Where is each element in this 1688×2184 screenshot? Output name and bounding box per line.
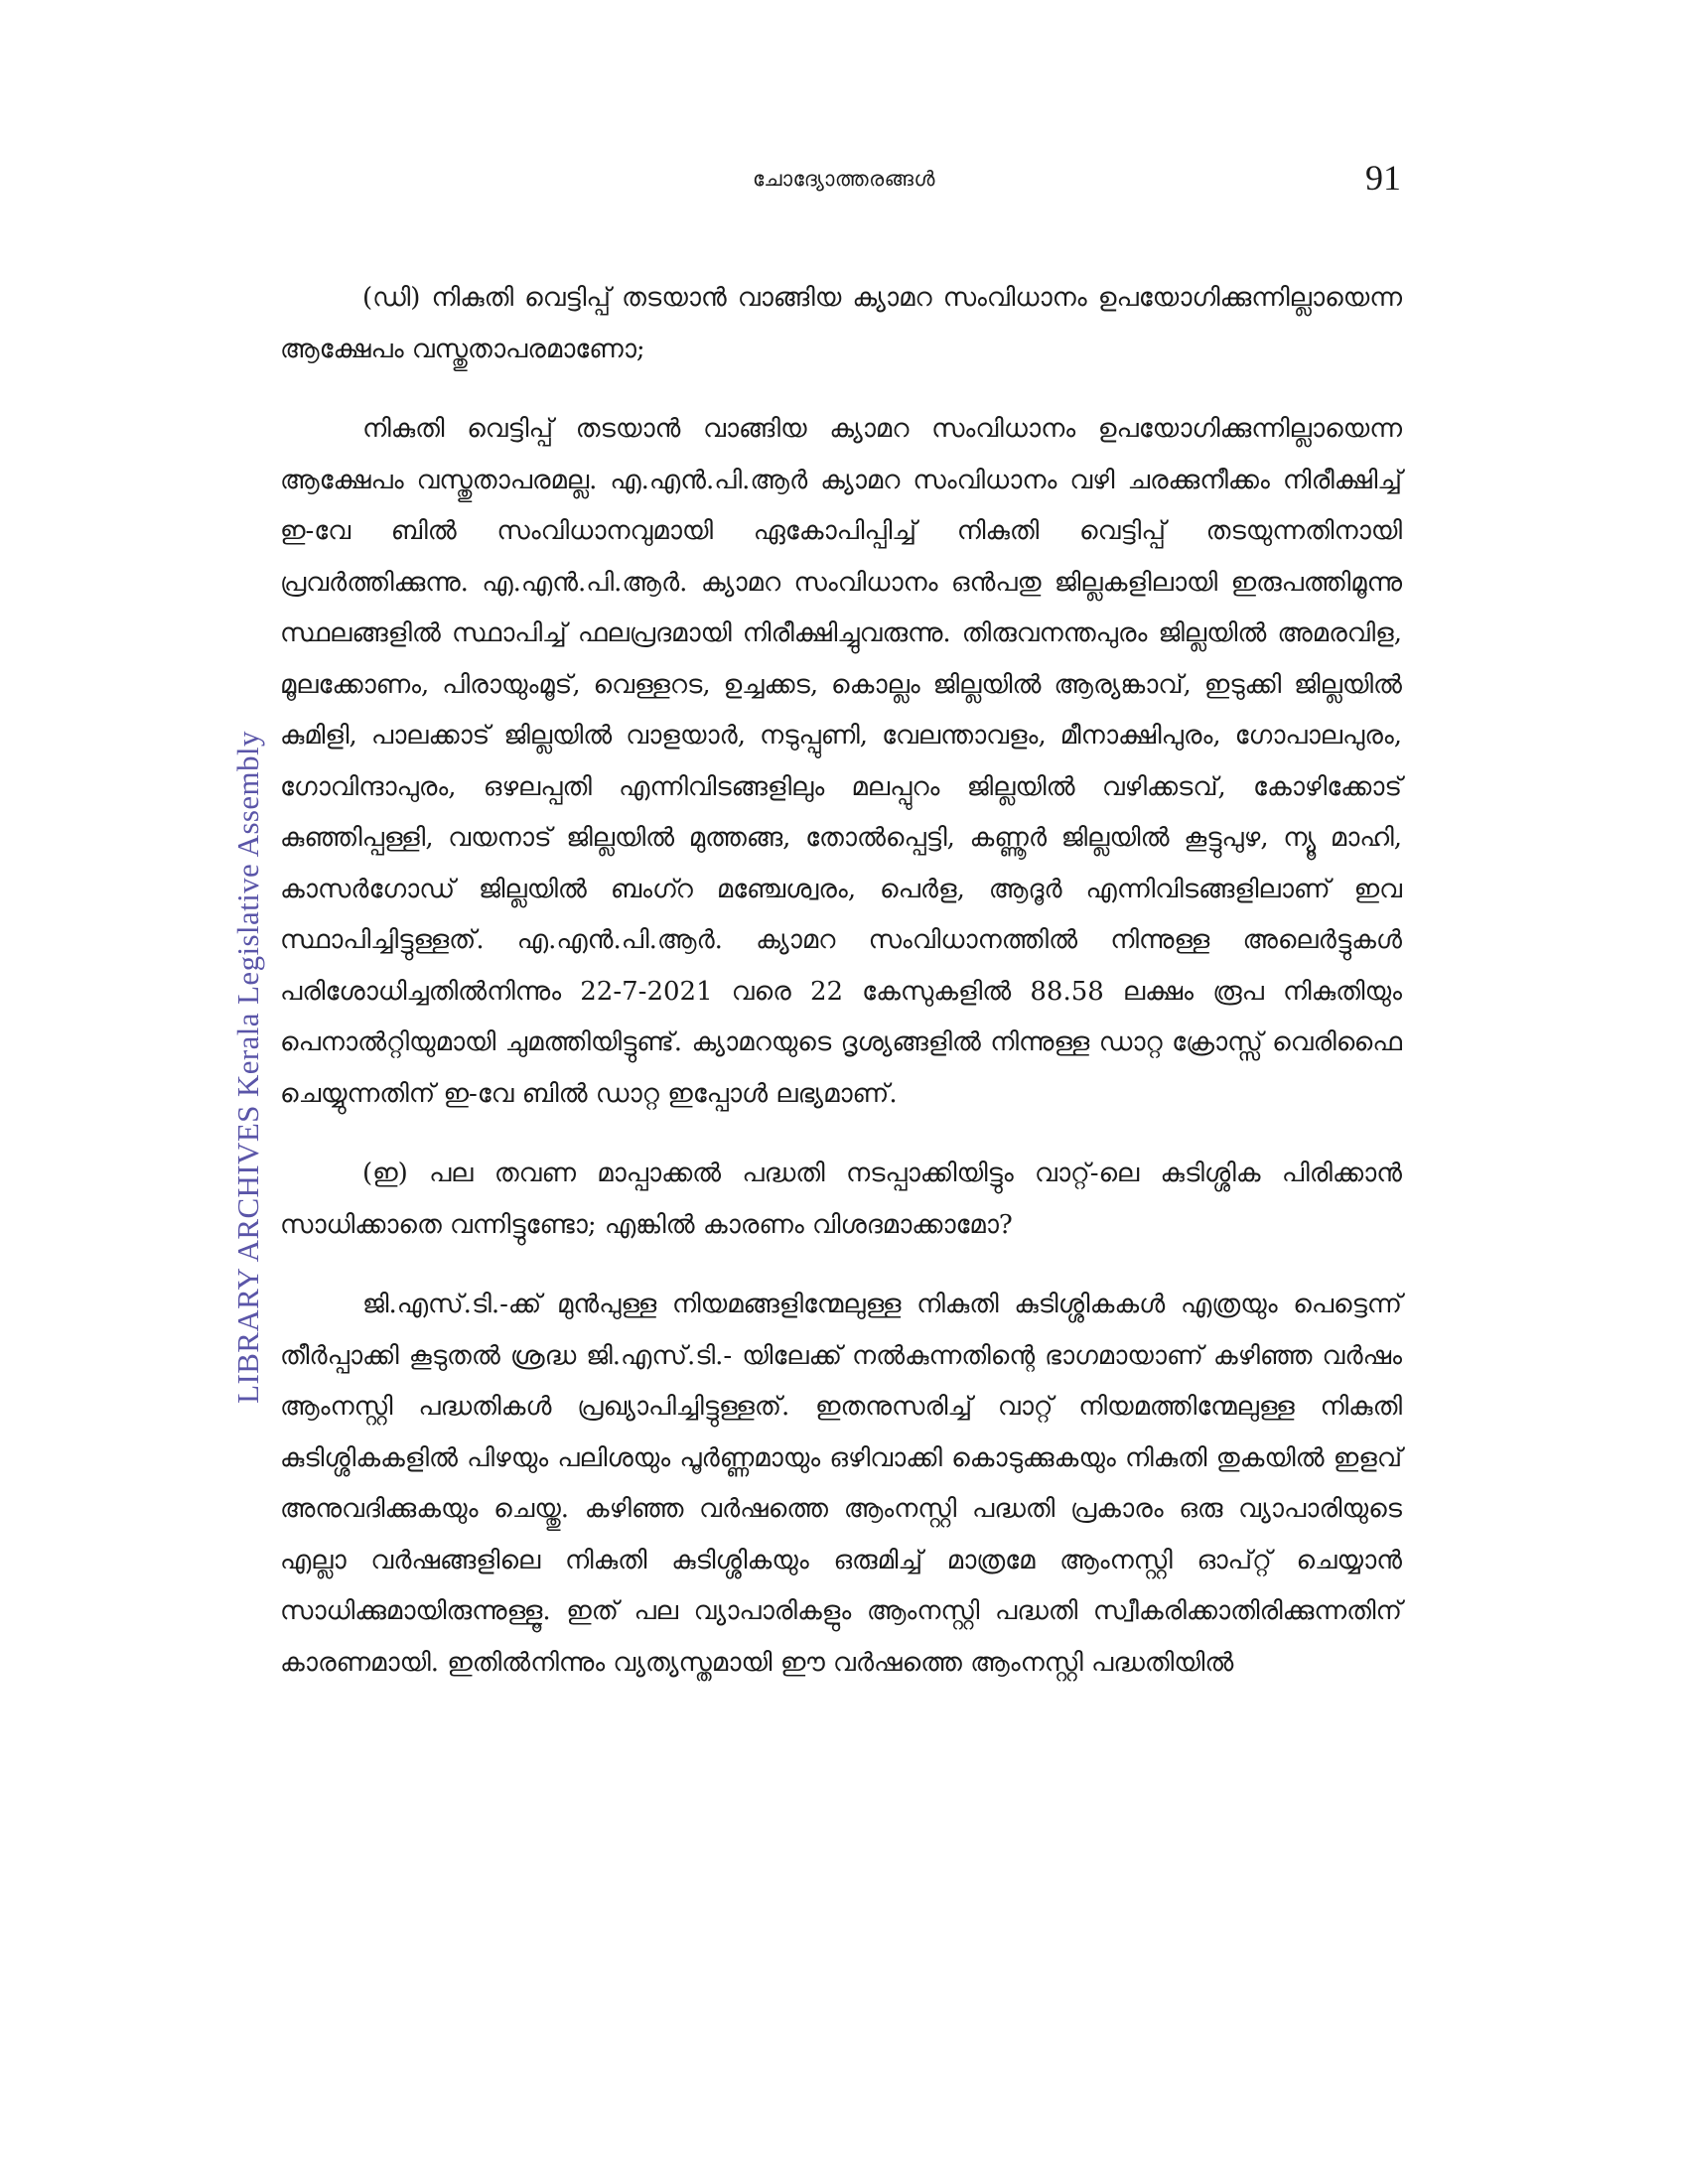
question-d: (ഡി) നികുതി വെട്ടിപ്പ് തടയാൻ വാങ്ങിയ ക്യാമറ സംവിധാനം ഉപയോഗിക്കുന്നില്ലായെന്ന ആക്ഷേപം വസ്തുതാപരമാണോ; xyxy=(280,283,1402,364)
page-number: 91 xyxy=(1365,158,1401,198)
answer-d: നികുതി വെട്ടിപ്പ് തടയാൻ വാങ്ങിയ ക്യാമറ സംവിധാനം ഉപയോഗിക്കുന്നില്ലായെന്ന ആക്ഷേപം വസ്തുതാപരമല്ല. എ.എൻ.പി.ആർ ക്യാമറ സംവിധാനം വഴി ചരക്കുനീക്കം നിരീക്ഷിച്ച് ഇ-വേ ബിൽ സംവിധാനവുമായി ഏകോപിപ്പിച്ച് നികുതി വെട്ടിപ്പ് തടയുന്നതിനായി പ്രവർത്തിക്കുന്നു. എ.എൻ.പി.ആർ. ക്യാമറ സംവിധാനം ഒൻപതു ജില്ലകളിലായി ഇരുപത്തിമൂന്നു സ്ഥലങ്ങളിൽ സ്ഥാപിച്ച് ഫലപ്രദമായി നിരീക്ഷിച്ചുവരുന്നു. തിരുവനന്തപുരം ജില്ലയിൽ അമരവിള, മൂലക്കോണം, പിരായുംമൂട്, വെള്ളറട, ഉച്ചക്കട, കൊല്ലം ജില്ലയിൽ ആര്യങ്കാവ്, ഇടുക്കി ജില്ലയിൽ കുമിളി, പാലക്കാട് ജില്ലയിൽ വാളയാർ, നടുപ്പുണി, വേലന്താവളം, മീനാക്ഷിപുരം, ഗോപാലപുരം, ഗോവിന്ദാപുരം, ഒഴലപ്പതി എന്നിവിടങ്ങളിലും മലപ്പുറം ജില്ലയിൽ വഴിക്കടവ്, കോഴിക്കോട് കുഞ്ഞിപ്പള്ളി, വയനാട് ജില്ലയിൽ മുത്തങ്ങ, തോൽപ്പെട്ടി, കണ്ണൂർ ജില്ലയിൽ കൂട്ടുപുഴ, ന്യൂ മാഹി, കാസർഗോഡ് ജില്ലയിൽ ബംഗ്റ മഞ്ചേശ്വരം, പെർള, ആദൂർ എന്നിവിടങ്ങളിലാണ് ഇവ സ്ഥാപിച്ചിട്ടുള്ളത്. എ.എൻ.പി.ആർ. ക്യാമറ സംവിധാനത്തിൽ നിന്നുള്ള അലെർട്ടുകൾ പരിശോധിച്ചതിൽനിന്നും 22-7-2021 വരെ 22 കേസുകളിൽ 88.58 ലക്ഷം രൂപ നികുതിയും പെനാൽറ്റിയുമായി ചുമത്തിയിട്ടുണ്ട്. ക്യാമറയുടെ ദൃശ്യങ്ങളിൽ നിന്നുള്ള ഡാറ്റ ക്രോസ്സ് വെരിഫൈ ചെയ്യുന്നതിന് ഇ-വേ ബിൽ ഡാറ്റ ഇപ്പോൾ ലഭ്യമാണ്. xyxy=(280,414,1402,1109)
answer-e: ജി.എസ്.ടി.-ക്ക് മുൻപുള്ള നിയമങ്ങളിന്മേലുള്ള നികുതി കുടിശ്ശികകൾ എത്രയും പെട്ടെന്ന് തീർപ്പാക്കി കൂടുതൽ ശ്രദ്ധ ജി.എസ്.ടി.- യിലേക്ക് നൽകുന്നതിന്റെ ഭാഗമായാണ് കഴിഞ്ഞ വർഷം ആംനസ്റ്റി പദ്ധതികൾ പ്രഖ്യാപിച്ചിട്ടുള്ളത്. ഇതനുസരിച്ച് വാറ്റ് നിയമത്തിന്മേലുള്ള നികുതി കുടിശ്ശികകളിൽ പിഴയും പലിശയും പൂർണ്ണമായും ഒഴിവാക്കി കൊടുക്കുകയും നികുതി തുകയിൽ ഇളവ് അനുവദിക്കുകയും ചെയ്തു. കഴിഞ്ഞ വർഷത്തെ ആംനസ്റ്റി പദ്ധതി പ്രകാരം ഒരു വ്യാപാരിയുടെ എല്ലാ വർഷങ്ങളിലെ നികുതി കുടിശ്ശികയും ഒരുമിച്ച് മാത്രമേ ആംനസ്റ്റി ഓപ്റ്റ് ചെയ്യാൻ സാധിക്കുമായിരുന്നുള്ളൂ. ഇത് പല വ്യാപാരികളും ആംനസ്റ്റി പദ്ധതി സ്വീകരിക്കാതിരിക്കുന്നതിന് കാരണമായി. ഇതിൽനിന്നും വ്യത്യസ്തമായി ഈ വർഷത്തെ ആംനസ്റ്റി പദ്ധതിയിൽ xyxy=(280,1290,1402,1678)
question-e: (ഇ) പല തവണ മാപ്പാക്കൽ പദ്ധതി നടപ്പാക്കിയിട്ടും വാറ്റ്-ലെ കുടിശ്ശിക പിരിക്കാൻ സാധിക്കാതെ വന്നിട്ടുണ്ടോ; എങ്കിൽ കാരണം വിശദമാക്കാമോ? xyxy=(280,1159,1402,1240)
watermark-text: LIBRARY ARCHIVES Kerala Legislative Assembly xyxy=(230,731,265,1404)
page-body xyxy=(280,273,1402,1689)
running-title: ചോദ്യോത്തരങ്ങൾ xyxy=(752,167,936,191)
